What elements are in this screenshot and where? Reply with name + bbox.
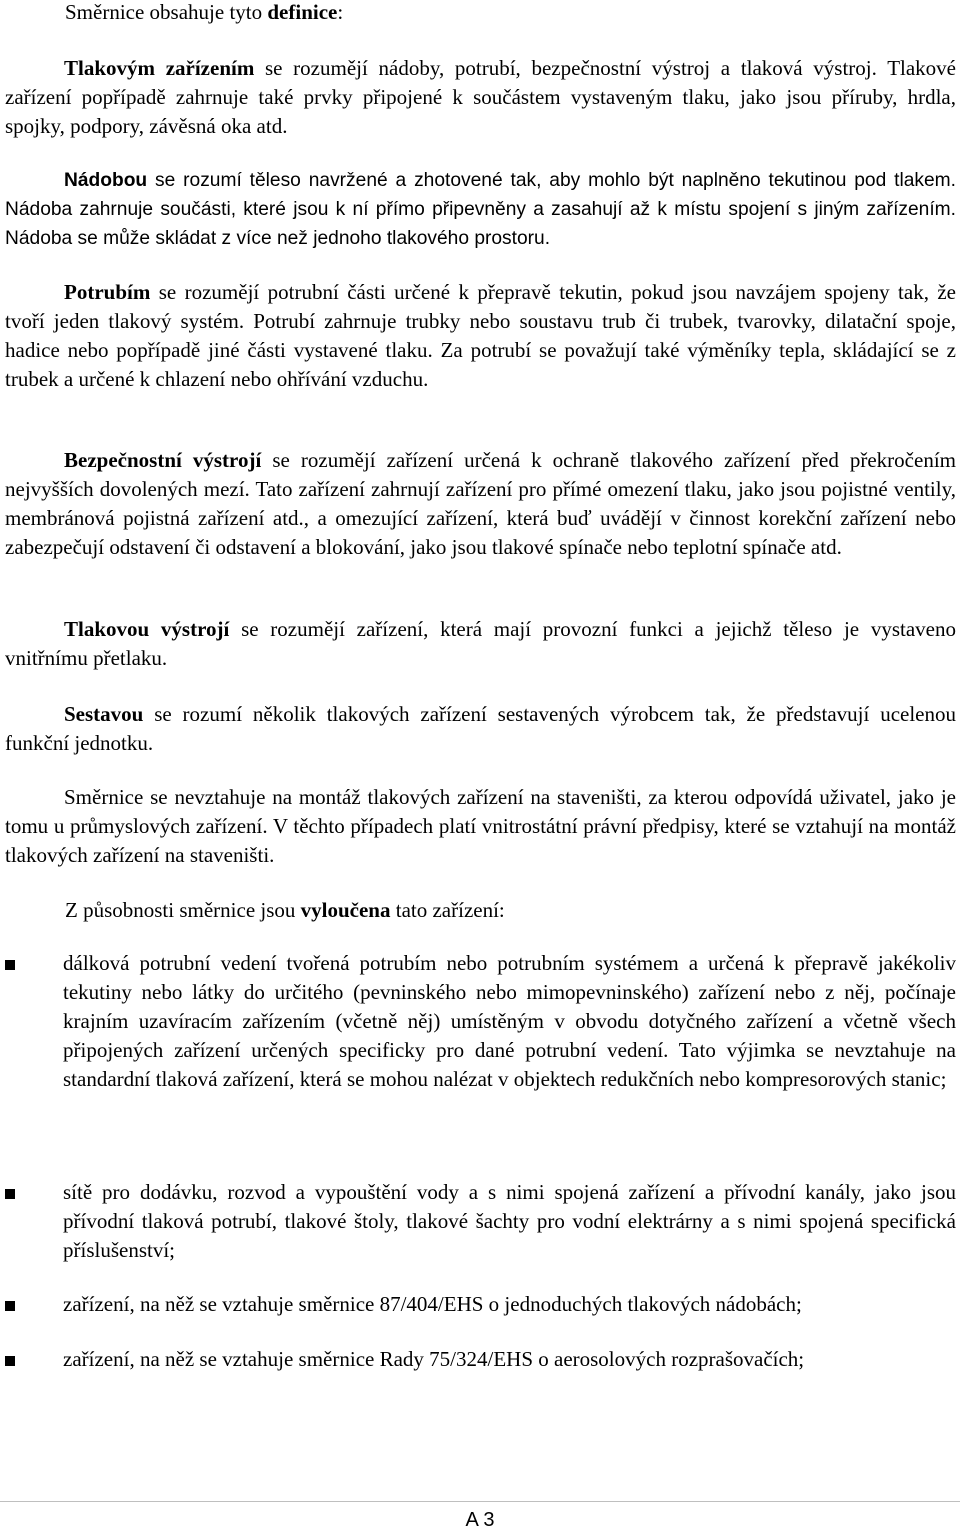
exclusion-list-item <box>5 1290 956 1319</box>
definition-term: Tlakovým zařízením <box>64 56 255 80</box>
intro-prefix: Směrnice obsahuje tyto <box>65 0 268 24</box>
definition-paragraph <box>5 700 956 758</box>
exclusions-intro <box>65 896 505 925</box>
definition-paragraph <box>5 446 956 562</box>
definition-text: se rozumějí nádoby, potrubí, bezpečnostní výstroj a tlaková výstroj. Tlakové zařízení popřípadě zahrnuje také prvky připojené k součástem vystaveným tlaku, jako jsou příruby, hrdla, spojky, podpory, závěsná oka atd. <box>5 56 956 138</box>
definition-paragraph <box>5 615 956 673</box>
scope-paragraph: Směrnice se nevztahuje na montáž tlakových zařízení na staveništi, za kterou odpovídá uživatel, jako je tomu u průmyslových zařízení. V těchto případech platí vnitrostátní právní předpisy, které se vztahují na montáž tlakových zařízení na staveništi. <box>5 785 956 867</box>
definition-text: se rozumějí zařízení určená k ochraně tlakového zařízení před překročením nejvyšších dovolených mezí. Tato zařízení zahrnují zařízení pro přímé omezení tlaku, jako jsou pojistné ventily, membránová pojistná zařízení atd., a omezující zařízení, která buď uvádějí v činnost korekční zařízení nebo zabezpečují odstavení či odstavení a blokování, jako jsou tlakové spínače nebo teplotní spínače atd. <box>5 448 956 559</box>
square-bullet-icon <box>5 1301 15 1311</box>
square-bullet-icon <box>5 1189 15 1199</box>
intro-bold: definice <box>267 0 338 24</box>
definition-paragraph <box>5 278 956 394</box>
footer-divider <box>0 1501 960 1502</box>
definition-term: Nádobou <box>64 170 148 191</box>
definition-term: Potrubím <box>64 280 151 304</box>
exclusions-bold: vyloučena <box>300 898 391 922</box>
exclusion-list-item <box>5 949 956 1094</box>
definition-text: se rozumějí potrubní části určené k přepravě tekutin, pokud jsou navzájem spojeny tak, že tvoří jeden tlakový systém. Potrubí zahrnuje trubky nebo soustavu trub či trubek, tvarovky, dilatační spoje, hadice nebo popřípadě jiné části vystavené tlaku. Za potrubí se považují také výměníky tepla, skládající se z trubek a určené k chlazení nebo ohřívání vzduchu. <box>5 280 956 391</box>
page-number: A 3 <box>465 1509 495 1531</box>
definition-term: Bezpečnostní výstrojí <box>64 448 262 472</box>
exclusion-text: zařízení, na něž se vztahuje směrnice 87/404/EHS o jednoduchých tlakových nádobách; <box>63 1292 802 1316</box>
exclusion-text: zařízení, na něž se vztahuje směrnice Rady 75/324/EHS o aerosolových rozprašovačích; <box>63 1347 805 1371</box>
square-bullet-icon <box>5 1356 15 1366</box>
exclusion-text: dálková potrubní vedení tvořená potrubím nebo potrubním systémem a určená k přepravě jakékoliv tekutiny nebo látky do určitého (pevninského nebo mimopevninského) zařízení nebo z něj, počínaje krajním uzavíracím zařízením (včetně něj) umístěným v obvodu dotyčného zařízení a včetně všech připojených zařízení určených specificky pro dané potrubní vedení. Tato výjimka se nevztahuje na standardní tlaková zařízení, která se mohou nalézat v objektech redukčních nebo kompresorových stanic; <box>63 951 956 1091</box>
definition-term: Tlakovou výstrojí <box>64 617 230 641</box>
exclusions-suffix: tato zařízení: <box>390 898 505 922</box>
exclusion-list-item <box>5 1178 956 1265</box>
exclusion-list-item <box>5 1345 956 1374</box>
definition-text: se rozumějí zařízení, která mají provozní funkci a jejichž těleso je vystaveno vnitřnímu přetlaku. <box>5 617 956 670</box>
definition-term: Sestavou <box>64 702 144 726</box>
intro-suffix: : <box>337 0 344 24</box>
definition-paragraph <box>5 54 956 141</box>
square-bullet-icon <box>5 960 15 970</box>
definition-paragraph <box>5 166 956 253</box>
definition-text: se rozumí několik tlakových zařízení sestavených výrobcem tak, že představují ucelenou funkční jednotku. <box>5 702 956 755</box>
definition-text: se rozumí těleso navržené a zhotovené tak, aby mohlo být naplněno tekutinou pod tlakem. Nádoba zahrnuje součásti, které jsou k ní přímo připevněny a zasahují až k místu spojení s jiným zařízením. Nádoba se může skládat z více než jednoho tlakového prostoru. <box>5 170 956 249</box>
intro-line <box>65 0 343 27</box>
exclusions-prefix: Z působnosti směrnice jsou <box>65 898 301 922</box>
exclusion-text: sítě pro dodávku, rozvod a vypouštění vody a s nimi spojená zařízení a přívodní kanály, jako jsou přívodní tlaková potrubí, tlakové štoly, tlakové šachty pro vodní elektrárny a s nimi spojená specifická příslušenství; <box>63 1180 956 1262</box>
